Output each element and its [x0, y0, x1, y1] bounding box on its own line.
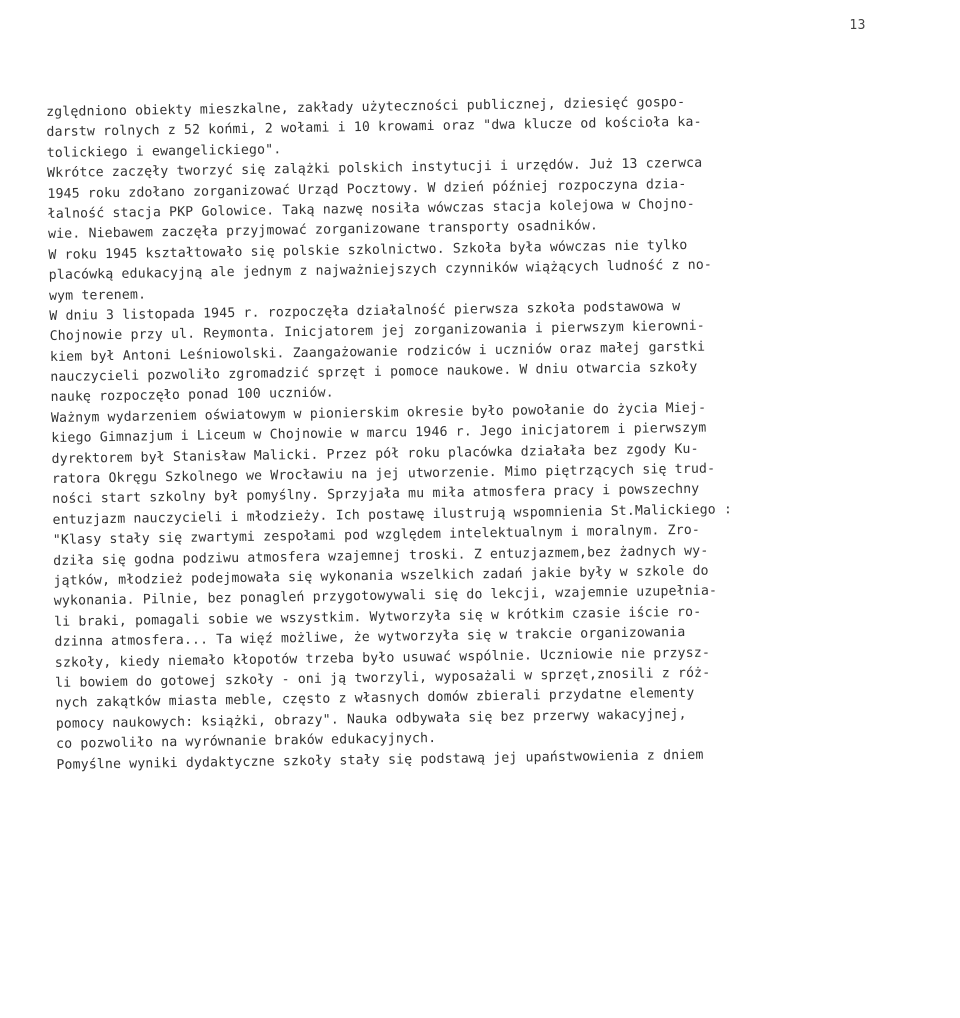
text-line: nauczycieli pozwoliło zgromadzić sprzęt i pomoce naukowe. W dniu otwarcia szkoły	[50, 359, 698, 386]
text-line: Wkrótce zaczęły tworzyć się zalążki polskich instytucji i urzędów. Już 13 czerwca	[46, 155, 703, 182]
text-line: nych zakątków miasta meble, często z własnych domów zbierali przydatne elementy	[55, 686, 695, 712]
body-text	[46, 90, 906, 776]
text-line: wykonania. Pilnie, bez ponagleń przygotowywali się do lekcji, wzajemnie uzupełnia-	[53, 583, 718, 610]
text-line: kiego Gimnazjum i Liceum w Chojnowie w marcu 1946 r. Jego inicjatorem i pierwszym	[51, 420, 707, 447]
text-line: co pozwoliło na wyrównanie braków edukacyjnych.	[55, 731, 437, 753]
text-line: naukę rozpoczęło ponad 100 uczniów.	[50, 385, 334, 406]
text-line: darstw rolnych z 52 końmi, 2 wołami i 10 krowami oraz "dwa klucze od kościoła ka-	[46, 115, 702, 141]
text-line: pomocy naukowych: książki, obrazy". Nauka odbywała się bez przerwy wakacyjnej,	[55, 706, 687, 732]
text-line: W dniu 3 listopada 1945 r. rozpoczęła działalność pierwsza szkoła podstawowa w	[49, 298, 681, 324]
text-line: kiem był Antoni Leśniowolski. Zaangażowanie rodziców i uczniów oraz małej garstki	[49, 339, 706, 365]
text-line: Ważnym wydarzeniem oświatowym w pionierskim okresie było powołanie do życia Miej-	[50, 400, 707, 426]
text-line: łalność stacja PKP Golowice. Taką nazwę nosiła wówczas stacja kolejowa w Chojno-	[47, 196, 695, 222]
text-line: W roku 1945 kształtowało się polskie szkolnictwo. Szkoła była wówczas nie tylko	[48, 237, 688, 263]
text-line: dzinna atmosfera... Ta więź możliwe, że wytworzyła się w trakcie organizowania	[54, 625, 686, 651]
text-line: 1945 roku zdołano zorganizować Urząd Pocztowy. W dzień później rozpoczyna dzia-	[47, 176, 687, 202]
text-line: ratora Okręgu Szkolnego we Wrocławiu na jej utworzenie. Mimo piętrzących się trud-	[51, 461, 716, 487]
text-line: li braki, pomagali sobie we wszystkim. Wytworzyła się w krótkim czasie iście ro-	[54, 604, 702, 630]
text-line: ności start szkolny był pomyślny. Sprzyjała mu miła atmosfera pracy i powszechny	[52, 482, 700, 508]
text-line: li bowiem do gotowej szkoły - oni ją tworzyli, wyposażali w sprzęt,znosili z róż-	[54, 665, 711, 691]
text-line: jątków, młodzież podejmowała się wykonania wszelkich zadań jakie były w szkole do	[53, 563, 709, 589]
text-line: tolickiego i ewangelickiego".	[46, 142, 282, 161]
text-line: placówką edukacyjną ale jednym z najważniejszych czynników wiążących ludność z no-	[48, 257, 713, 284]
text-line: "Klasy stały się zwartymi zespołami pod względem intelektualnym i moralnym. Zro-	[52, 522, 701, 549]
text-line: szkoły, kiedy niemało kłopotów trzeba było usuwać wspólnie. Uczniowie nie przysz-	[54, 645, 711, 671]
text-line: entuzjazm nauczycieli i młodzieży. Ich postawę ilustrują wspomnienia St.Malickiego :	[52, 502, 733, 528]
text-line: dyrektorem był Stanisław Malicki. Przez pół roku placówka działała bez zgody Ku-	[51, 441, 699, 467]
text-line: wie. Niebawem zaczęła przyjmować zorganizowane transporty osadników.	[47, 218, 599, 243]
text-line: zględniono obiekty mieszkalne, zakłady użyteczności publicznej, dziesięć gospo-	[46, 94, 686, 120]
text-line: wym terenem.	[48, 286, 147, 304]
text-line: Chojnowie przy ul. Reymonta. Inicjatorem jej zorganizowania i pierwszym kierowni-	[49, 318, 705, 345]
text-line: Pomyślne wyniki dydaktyczne szkoły stały się podstawą jej upaństwowienia z dniem	[56, 747, 704, 773]
page-number: 13	[849, 18, 866, 33]
text-line: dziła się godna podziwu atmosfera wzajemnej troski. Z entuzjazmem,bez żadnych wy-	[53, 543, 709, 569]
